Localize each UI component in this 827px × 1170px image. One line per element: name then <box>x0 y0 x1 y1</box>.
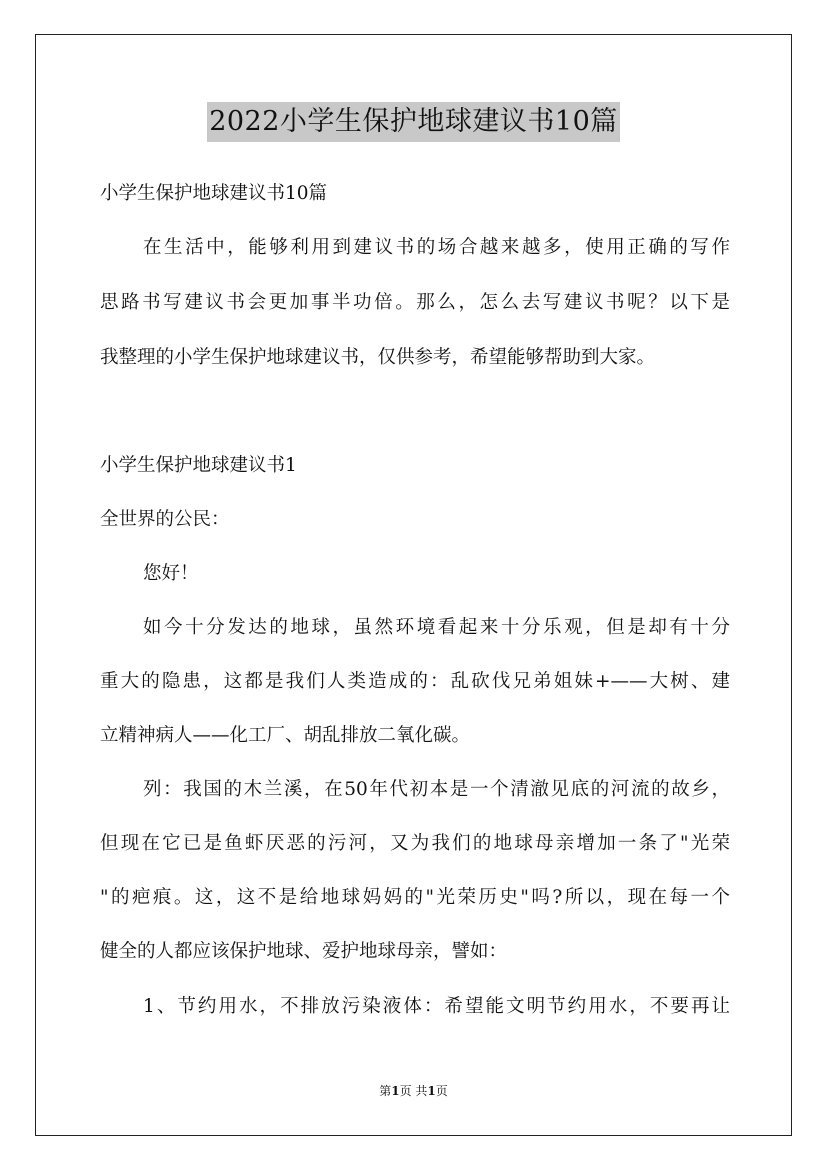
document-subtitle: 小学生保护地球建议书10篇 <box>100 183 328 204</box>
paragraph-line: 列：我国的木兰溪，在50年代初本是一个清澈见底的河流的故乡， <box>143 779 730 800</box>
title-container <box>0 102 827 142</box>
paragraph-line: 但现在它已是鱼虾厌恶的污河，又为我们的地球母亲增加一条了"光荣 <box>100 833 730 854</box>
intro-line: 思路书写建议书会更加事半功倍。那么，怎么去写建议书呢？以下是 <box>100 292 730 313</box>
page-footer <box>0 1083 827 1099</box>
intro-line: 在生活中，能够利用到建议书的场合越来越多，使用正确的写作 <box>143 237 730 258</box>
footer-page-current: 1 <box>391 1084 400 1098</box>
paragraph-line: 如今十分发达的地球，虽然环境看起来十分乐观，但是却有十分 <box>143 617 730 638</box>
footer-page-total: 1 <box>427 1084 436 1098</box>
document-title: 2022小学生保护地球建议书10篇 <box>207 102 620 142</box>
footer-page-mid: 页 共 <box>399 1084 428 1098</box>
greeting: 您好！ <box>143 563 199 584</box>
paragraph-line: 立精神病人——化工厂、胡乱排放二氧化碳。 <box>100 725 471 746</box>
paragraph-line: "的疤痕。这，这不是给地球妈妈的"光荣历史"吗?所以，现在每一个 <box>100 887 730 908</box>
footer-page-suffix: 页 <box>435 1084 448 1098</box>
footer-page-prefix: 第 <box>379 1084 392 1098</box>
section-heading: 小学生保护地球建议书1 <box>100 455 297 476</box>
paragraph-line: 健全的人都应该保护地球、爱护地球母亲，譬如： <box>100 941 508 962</box>
paragraph-line: 重大的隐患，这都是我们人类造成的：乱砍伐兄弟姐妹+——大树、建 <box>100 671 730 692</box>
salutation: 全世界的公民： <box>100 509 230 530</box>
intro-line: 我整理的小学生保护地球建议书，仅供参考，希望能够帮助到大家。 <box>100 347 656 368</box>
paragraph-line: 1、节约用水，不排放污染液体：希望能文明节约用水，不要再让 <box>143 996 730 1017</box>
